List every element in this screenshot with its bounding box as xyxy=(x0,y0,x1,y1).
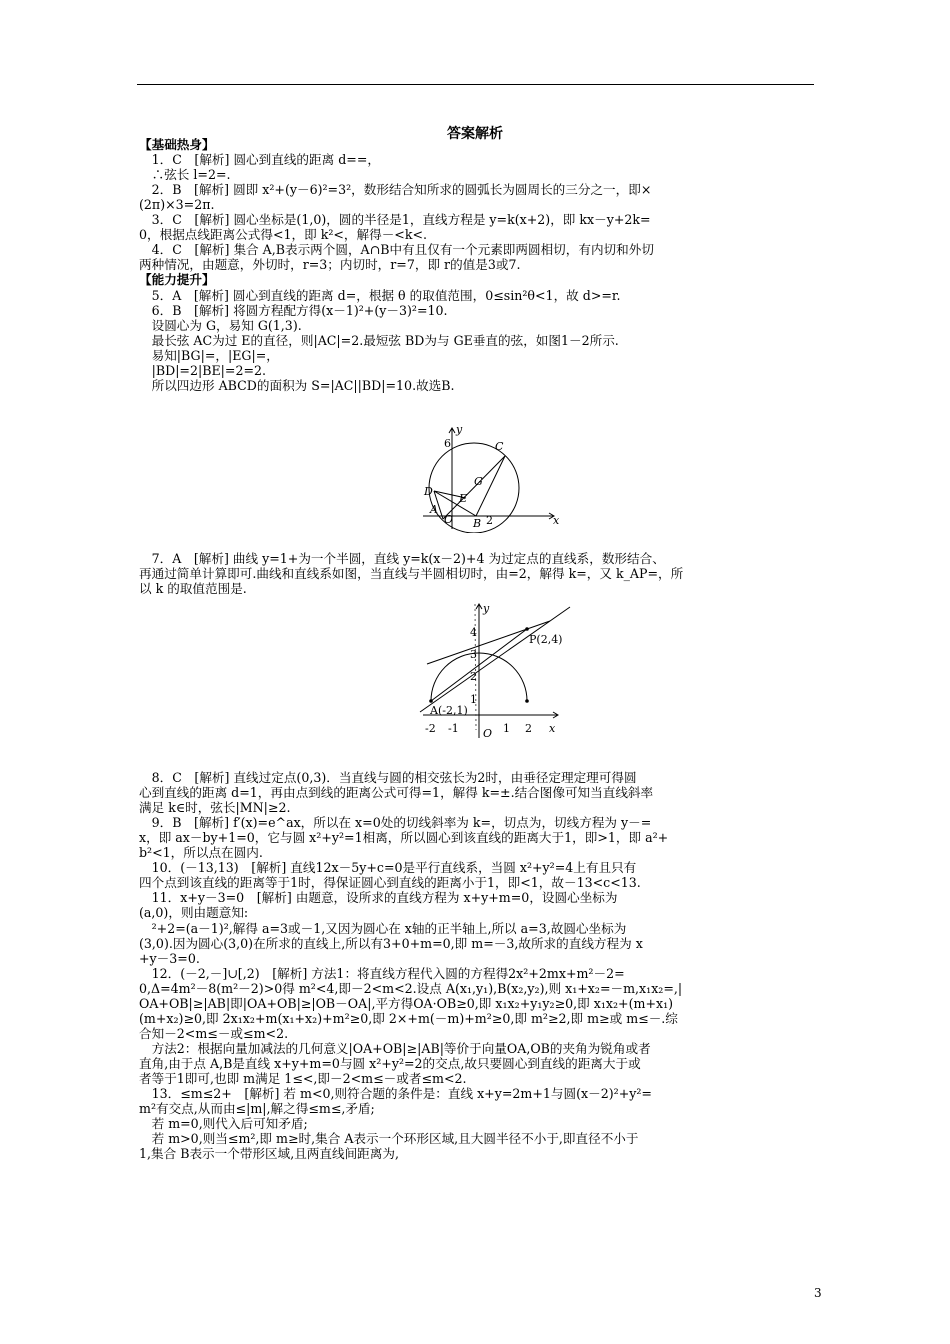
page-title: 答案解析 xyxy=(447,126,503,142)
fig2-label-P: P(2,4) xyxy=(529,633,563,646)
text-line: 若 m=0,则代入后可知矛盾; xyxy=(139,1116,308,1132)
text-line: ∴弦长 l=2=. xyxy=(139,167,231,183)
fig2-tick-3: 3 xyxy=(470,648,477,661)
text-line: m²有交点,从而由≤|m|,解之得≤m≤,矛盾; xyxy=(139,1101,375,1117)
fig1-label-G: G xyxy=(474,475,483,488)
fig1-label-C: C xyxy=(495,440,504,453)
text-line: 1．C [解析] 圆心到直线的距离 d==， xyxy=(139,152,380,168)
text-line: 最长弦 AC为过 E的直径，则|AC|=2.最短弦 BD为与 GE垂直的弦，如图1－2所示. xyxy=(139,332,619,348)
text-line: b²<1，所以点在圆内. xyxy=(139,845,263,861)
fig2-label-y: y xyxy=(483,602,490,615)
fig2-label-A: A(-2,1) xyxy=(430,704,468,717)
text-line: x，即 ax－by+1=0，它与圆 x²+y²=1相离，所以圆心到该直线的距离大于1，即>1，即 a²+ xyxy=(139,830,669,846)
text-line: 13．≤m≤2+ [解析] 若 m<0,则符合题的条件是：直线 x+y=2m+1与圆(x－2)²+y²= xyxy=(139,1086,652,1102)
figure-semicircle-lines xyxy=(415,600,575,745)
fig2-tick-x-2: -2 xyxy=(425,722,436,735)
text-line: (a,0)，则由题意知: xyxy=(139,905,249,921)
text-line: 者等于1即可,也即 m满足 1≤<,即－2<m≤－或者≤m<2. xyxy=(139,1071,467,1086)
text-line: +y－3=0. xyxy=(139,950,200,966)
text-line: 四个点到该直线的距离等于1时，得保证圆心到直线的距离小于1，即<1，故－13<c<13. xyxy=(139,875,641,891)
fig2-tick-x1: 1 xyxy=(503,722,510,735)
figure-circle-quadrilateral xyxy=(418,425,568,533)
text-line: 8．C [解析] 直线过定点(0,3)．当直线与圆的相交弦长为2时，由垂径定理定理可得圆 xyxy=(139,770,637,785)
text-line: 11．x+y－3=0 [解析] 由题意，设所求的直线方程为 x+y+m=0，设圆心坐标为 xyxy=(139,890,618,906)
fig1-label-B: B xyxy=(473,517,482,530)
fig1-label-D: D xyxy=(424,485,433,498)
fig2-tick-1: 1 xyxy=(470,693,477,706)
fig2-tick-x-1: -1 xyxy=(448,722,459,735)
text-line: 以 k 的取值范围是. xyxy=(139,581,247,597)
text-line: 9．B [解析] f′(x)=e^ax，所以在 x=0处的切线斜率为 k=，切点为，切线方程为 y－= xyxy=(139,815,652,831)
fig1-label-x: x xyxy=(553,514,560,527)
fig2-label-O: O xyxy=(483,727,493,740)
fig1-label-E: E xyxy=(459,492,468,505)
text-line: 设圆心为 G，易知 G(1,3). xyxy=(139,317,302,333)
fig2-label-x: x xyxy=(549,722,556,735)
text-line: 心到直线的距离 d=1，再由点到线的距离公式可得=1，解得 k=±.结合图像可知当直线斜率 xyxy=(139,785,654,801)
text-line: 1,集合 B表示一个带形区域,且两直线间距离为, xyxy=(139,1146,399,1162)
text-line: 4．C [解析] 集合 A,B表示两个圆，A∩B中有且仅有一个元素即两圆相切，有内切和外切 xyxy=(139,242,654,258)
fig1-label-y: y xyxy=(456,425,463,436)
text-line: 若 m>0,则当≤m²,即 m≥时,集合 A表示一个环形区域,且大圆半径不小于,即直径不小于 xyxy=(139,1131,639,1147)
text-line: 6．B [解析] 将圆方程配方得(x－1)²+(y－3)²=10. xyxy=(139,302,448,318)
text-line: (2π)×3=2π. xyxy=(139,197,215,213)
fig1-label-A: A xyxy=(430,503,438,516)
text-line: 0,Δ=4m²－8(m²－2)>0得 m²<4,即－2<m<2.设点 A(x₁,y₁),B(x₂,y₂),则 x₁+x₂=－m,x₁x₂=,| xyxy=(139,980,683,996)
fig2-tick-x2: 2 xyxy=(525,722,532,735)
text-line: 方法2：根据向量加减法的几何意义|OA+OB|≥|AB|等价于向量OA,OB的夹角为锐角或者 xyxy=(139,1040,651,1056)
text-line: (3,0).因为圆心(3,0)在所求的直线上,所以有3+0+m=0,即 m=－3,故所求的直线方程为 x xyxy=(139,935,643,951)
text-line: 3．C [解析] 圆心坐标是(1,0)，圆的半径是1，直线方程是 y=k(x+2)，即 kx－y+2k= xyxy=(139,212,651,228)
fig1-label-6: 6 xyxy=(444,437,451,450)
text-line: 2．B [解析] 圆即 x²+(y－6)²=3²，数形结合知所求的圆弧长为圆周长的三分之一，即× xyxy=(139,182,652,198)
text-line: 合知－2<m≤－或≤m<2. xyxy=(139,1025,289,1041)
text-line: 7．A [解析] 曲线 y=1+为一个半圆，直线 y=k(x－2)+4 为过定点的直线系，数形结合、 xyxy=(139,551,665,566)
text-line: 【能力提升】 xyxy=(139,272,215,288)
text-line: 10．(－13,13) [解析] 直线12x－5y+c=0是平行直线系，当圆 x²+y²=4上有且只有 xyxy=(139,860,637,876)
text-line: 5．A [解析] 圆心到直线的距离 d=，根据 θ 的取值范围，0≤sin²θ<1，故 d>=r. xyxy=(139,287,621,303)
fig1-label-2: 2 xyxy=(486,514,493,527)
text-line: 满足 k∈时，弦长|MN|≥2. xyxy=(139,800,291,816)
text-line: 两种情况，由题意，外切时，r=3；内切时，r=7，即 r的值是3或7. xyxy=(139,257,521,273)
text-line: |BD|=2|BE|=2=2. xyxy=(139,362,267,378)
text-line: ²+2=(a－1)²,解得 a=3或－1,又因为圆心在 x轴的正半轴上,所以 a=3,故圆心坐标为 xyxy=(139,920,627,936)
fig2-tick-4: 4 xyxy=(470,626,477,639)
header-rule xyxy=(137,84,814,85)
text-line: 直角,由于点 A,B是直线 x+y+m=0与圆 x²+y²=2的交点,故只要圆心到直线的距离大于或 xyxy=(139,1055,641,1071)
text-line: 所以四边形 ABCD的面积为 S=|AC||BD|=10.故选B. xyxy=(139,377,455,393)
text-line: OA+OB|≥|AB|即|OA+OB|≥|OB－OA|,平方得OA·OB≥0,即 x₁x₂+y₁y₂≥0,即 x₁x₂+(m+x₁) xyxy=(139,995,674,1011)
fig2-tick-2: 2 xyxy=(470,670,477,683)
text-line: 12．(－2,－]∪[,2) [解析] 方法1：将直线方程代入圆的方程得2x²+2mx+m²－2= xyxy=(139,965,625,981)
text-line: (m+x₂)≥0,即 2x₁x₂+m(x₁+x₂)+m²≥0,即 2×+m(－m)+m²≥0,即 m²≥2,即 m≥或 m≤－.综 xyxy=(139,1010,678,1026)
page-number: 3 xyxy=(814,1286,822,1300)
text-line: 易知|BG|=，|EG|=， xyxy=(139,347,279,363)
text-line: 再通过简单计算即可.曲线和直线系如图，当直线与半圆相切时，由=2，解得 k=，又 k_AP=，所 xyxy=(139,566,684,582)
fig1-label-O: O xyxy=(444,513,454,526)
text-line: 【基础热身】 xyxy=(139,137,215,152)
text-line: 0，根据点线距离公式得<1，即 k²<，解得－<k<. xyxy=(139,227,428,243)
